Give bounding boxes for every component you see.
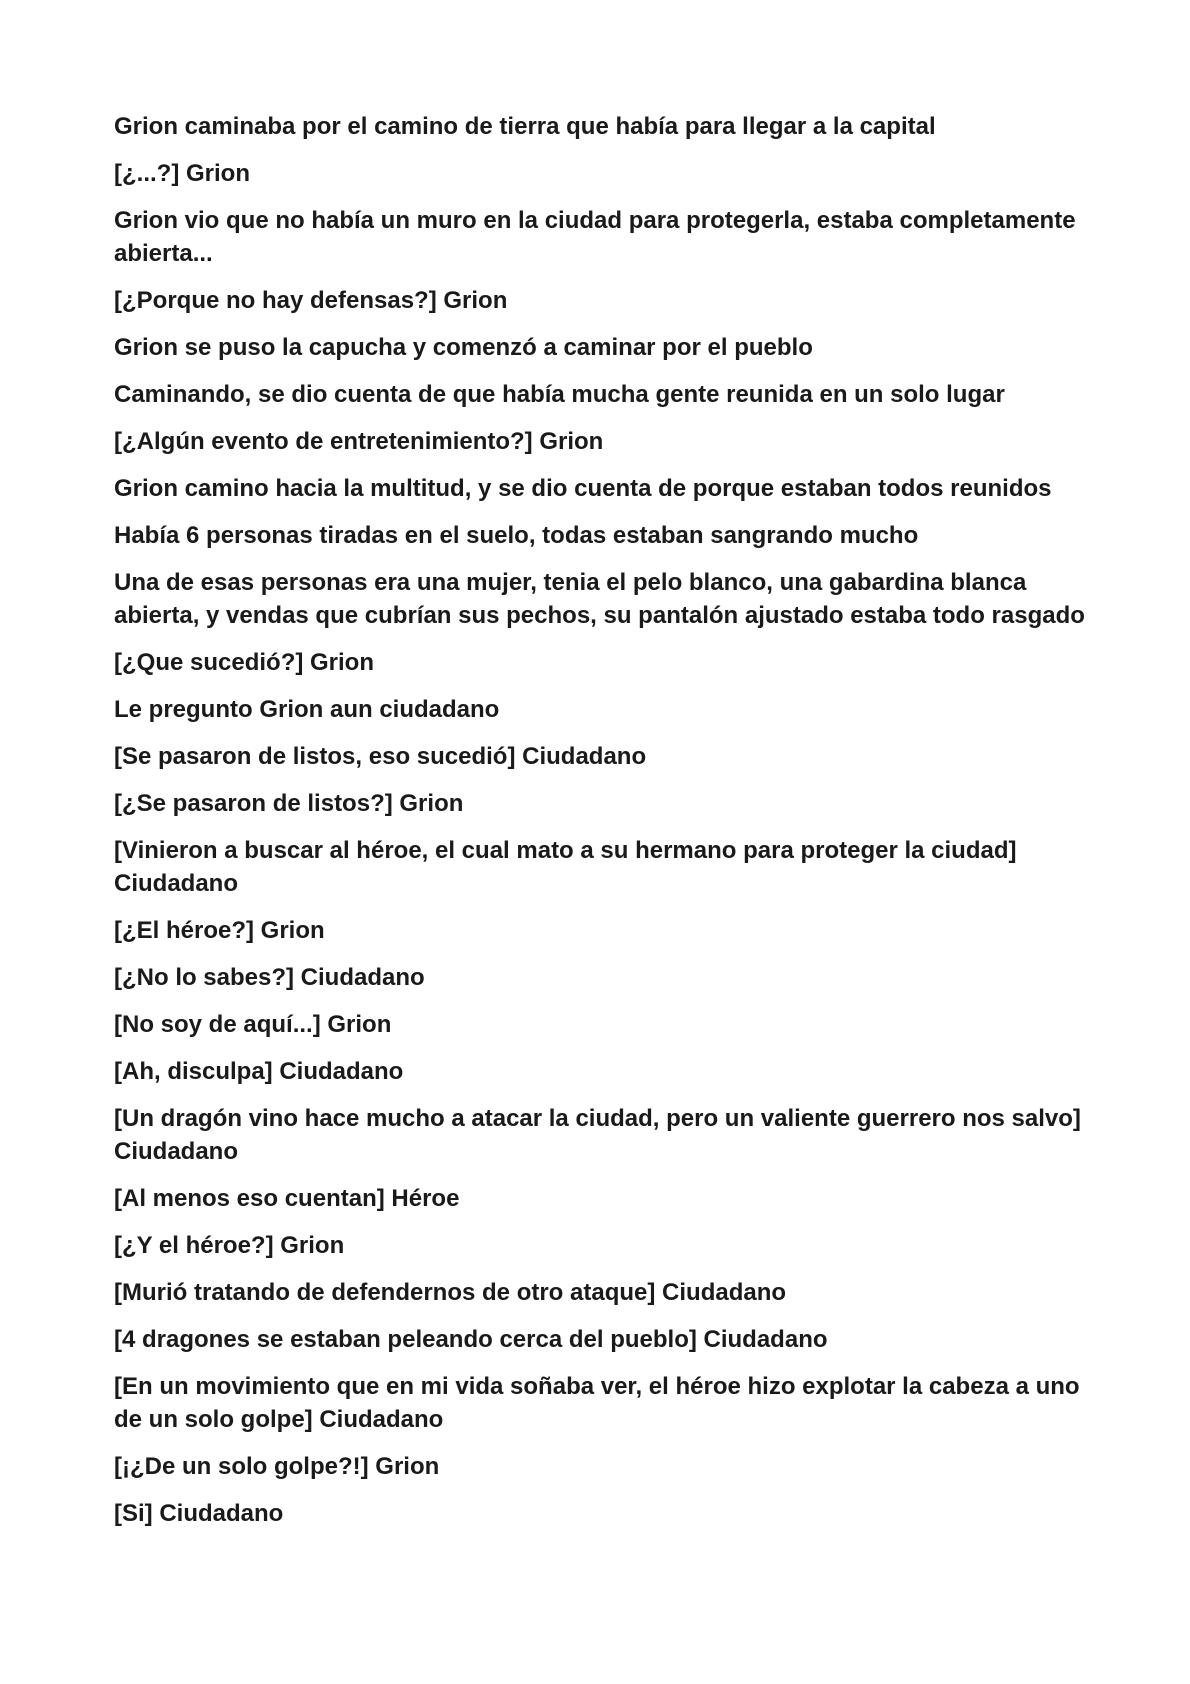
paragraph: [Se pasaron de listos, eso sucedió] Ciudadano bbox=[114, 743, 647, 770]
paragraph: [¿No lo sabes?] Ciudadano bbox=[114, 964, 425, 991]
paragraph: [Vinieron a buscar al héroe, el cual mato a su hermano para proteger la ciudad] Ciudadano bbox=[114, 837, 1017, 897]
paragraph: Grion vio que no había un muro en la ciudad para protegerla, estaba completamente abierta... bbox=[114, 207, 1076, 267]
paragraph: Grion camino hacia la multitud, y se dio cuenta de porque estaban todos reunidos bbox=[114, 475, 1052, 502]
paragraph: [¡¿De un solo golpe?!] Grion bbox=[114, 1453, 440, 1480]
paragraph: Una de esas personas era una mujer, tenia el pelo blanco, una gabardina blanca abierta, y vendas que cubrían sus pechos, su pantalón ajustado estaba todo rasgado bbox=[114, 569, 1085, 629]
paragraph: [4 dragones se estaban peleando cerca del pueblo] Ciudadano bbox=[114, 1326, 828, 1353]
paragraph: [Un dragón vino hace mucho a atacar la ciudad, pero un valiente guerrero nos salvo] Ciudadano bbox=[114, 1105, 1081, 1165]
paragraph: [Ah, disculpa] Ciudadano bbox=[114, 1058, 404, 1085]
paragraph: Grion se puso la capucha y comenzó a caminar por el pueblo bbox=[114, 334, 813, 361]
paragraph: [¿Que sucedió?] Grion bbox=[114, 649, 375, 676]
paragraph: [Al menos eso cuentan] Héroe bbox=[114, 1185, 460, 1212]
paragraph: [¿Y el héroe?] Grion bbox=[114, 1232, 345, 1259]
paragraph: [¿Algún evento de entretenimiento?] Grion bbox=[114, 428, 604, 455]
paragraph: Grion caminaba por el camino de tierra que había para llegar a la capital bbox=[114, 113, 936, 140]
paragraph: Le pregunto Grion aun ciudadano bbox=[114, 696, 500, 723]
paragraph: [En un movimiento que en mi vida soñaba ver, el héroe hizo explotar la cabeza a uno de un solo golpe] Ciudadano bbox=[114, 1373, 1080, 1433]
document-body bbox=[114, 110, 1094, 1544]
paragraph: [¿Se pasaron de listos?] Grion bbox=[114, 790, 464, 817]
paragraph: [No soy de aquí...] Grion bbox=[114, 1011, 392, 1038]
paragraph: Había 6 personas tiradas en el suelo, todas estaban sangrando mucho bbox=[114, 522, 919, 549]
paragraph: [¿...?] Grion bbox=[114, 160, 250, 187]
paragraph: [Murió tratando de defendernos de otro ataque] Ciudadano bbox=[114, 1279, 787, 1306]
paragraph: Caminando, se dio cuenta de que había mucha gente reunida en un solo lugar bbox=[114, 381, 1005, 408]
paragraph: [¿Porque no hay defensas?] Grion bbox=[114, 287, 508, 314]
paragraph: [Si] Ciudadano bbox=[114, 1500, 284, 1527]
paragraph: [¿El héroe?] Grion bbox=[114, 917, 325, 944]
